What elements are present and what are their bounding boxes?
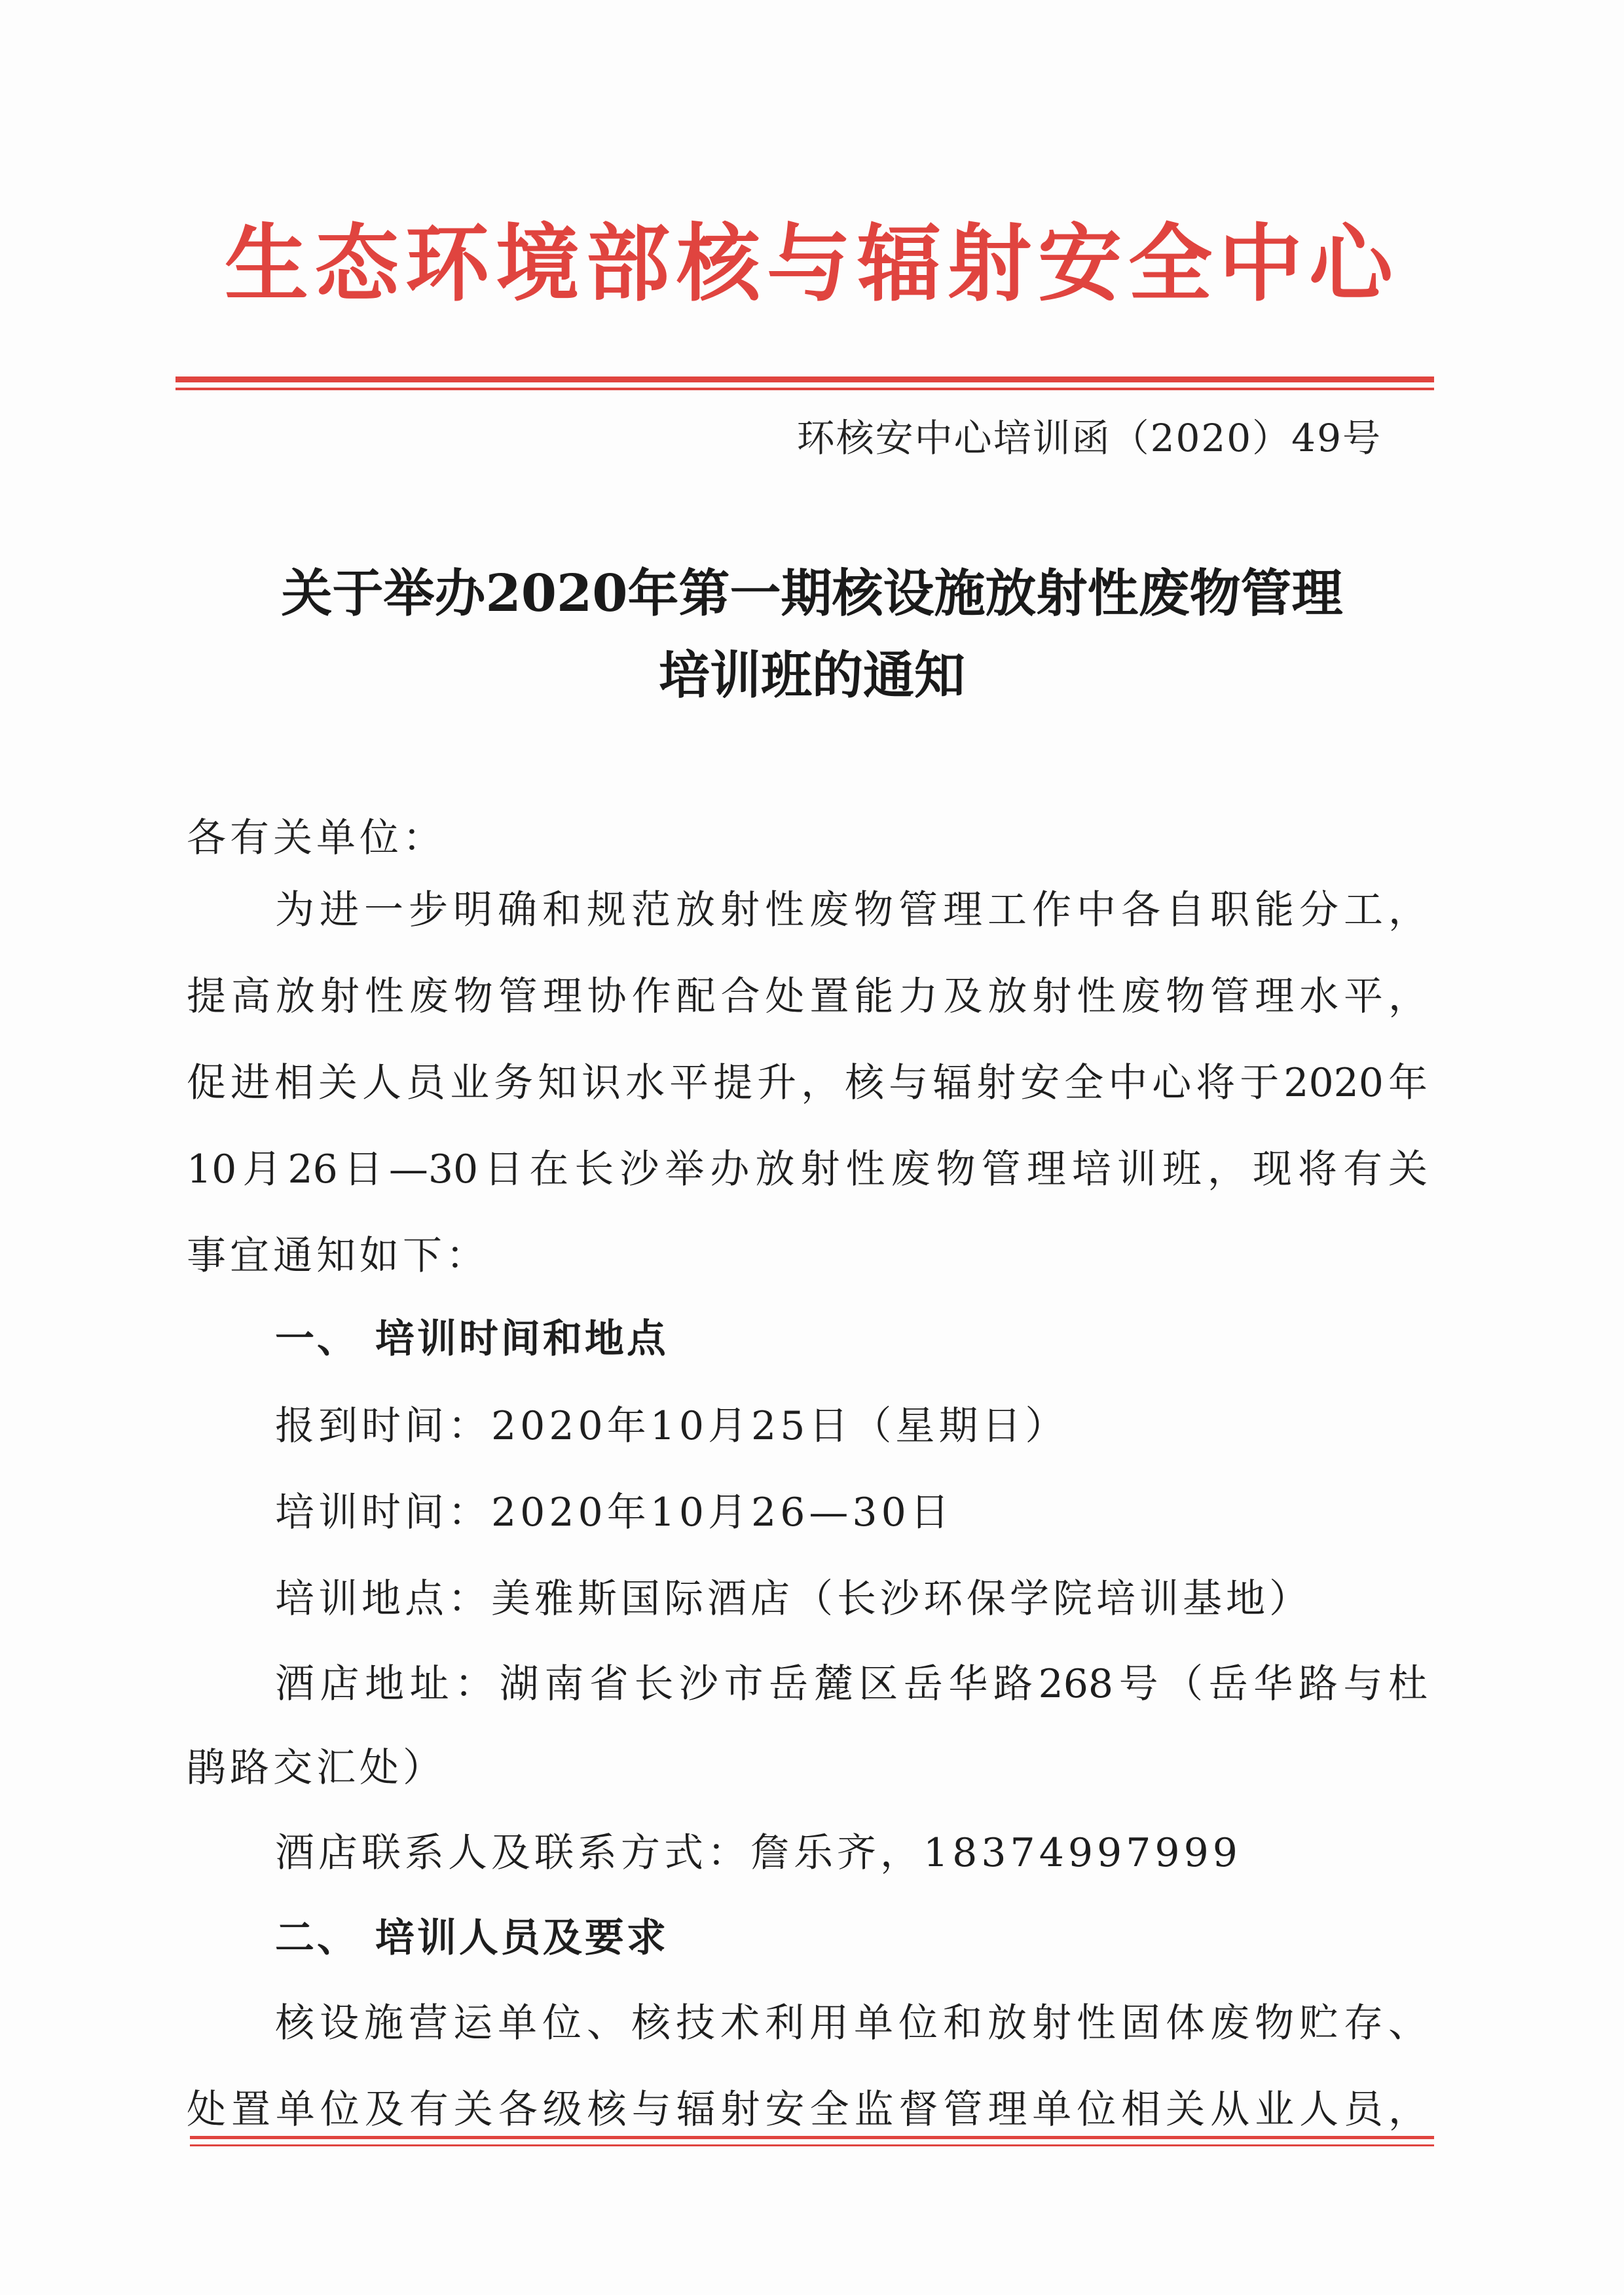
- intro-line-4: 10月26日—30日在长沙举办放射性废物管理培训班，现将有关: [187, 1147, 1428, 1192]
- document-number: 环核安中心培训函（2020）49号: [796, 416, 1382, 460]
- section-2-heading: 二、 培训人员及要求: [275, 1915, 669, 1961]
- notice-title-line-1: 关于举办2020年第一期核设施放射性废物管理: [281, 564, 1343, 623]
- participants-line-2: 处置单位及有关各级核与辐射安全监督管理单位相关从业人员，: [187, 2087, 1428, 2133]
- notice-title-line-2: 培训班的通知: [658, 646, 965, 705]
- footer-red-rule-thin: [190, 2144, 1434, 2146]
- training-location: 培训地点：美雅斯国际酒店（长沙环保学院培训基地）: [275, 1576, 1312, 1622]
- organization-header: 生态环境部核与辐射安全中心: [224, 215, 1399, 313]
- header-red-rule-thin: [175, 388, 1434, 390]
- registration-time: 报到时间：2020年10月25日（星期日）: [275, 1403, 1069, 1449]
- hotel-contact: 酒店联系人及联系方式：詹乐齐，18374997999: [275, 1830, 1242, 1876]
- intro-line-3: 促进相关人员业务知识水平提升，核与辐射安全中心将于2020年: [187, 1060, 1428, 1106]
- header-red-rule-thick: [175, 376, 1434, 382]
- intro-line-5: 事宜通知如下：: [187, 1233, 489, 1279]
- training-time: 培训时间：2020年10月26—30日: [275, 1490, 953, 1535]
- section-1-heading: 一、 培训时间和地点: [275, 1316, 669, 1362]
- footer-red-rule-thick: [190, 2136, 1434, 2139]
- intro-line-1: 为进一步明确和规范放射性废物管理工作中各自职能分工，: [275, 887, 1428, 933]
- intro-line-2: 提高放射性废物管理协作配合处置能力及放射性废物管理水平，: [187, 974, 1428, 1019]
- hotel-address-line-2: 鹃路交汇处）: [187, 1745, 446, 1791]
- hotel-address-line-1: 酒店地址：湖南省长沙市岳麓区岳华路268号（岳华路与杜: [275, 1661, 1428, 1707]
- participants-line-1: 核设施营运单位、核技术利用单位和放射性固体废物贮存、: [275, 2000, 1428, 2046]
- salutation: 各有关单位：: [187, 815, 446, 861]
